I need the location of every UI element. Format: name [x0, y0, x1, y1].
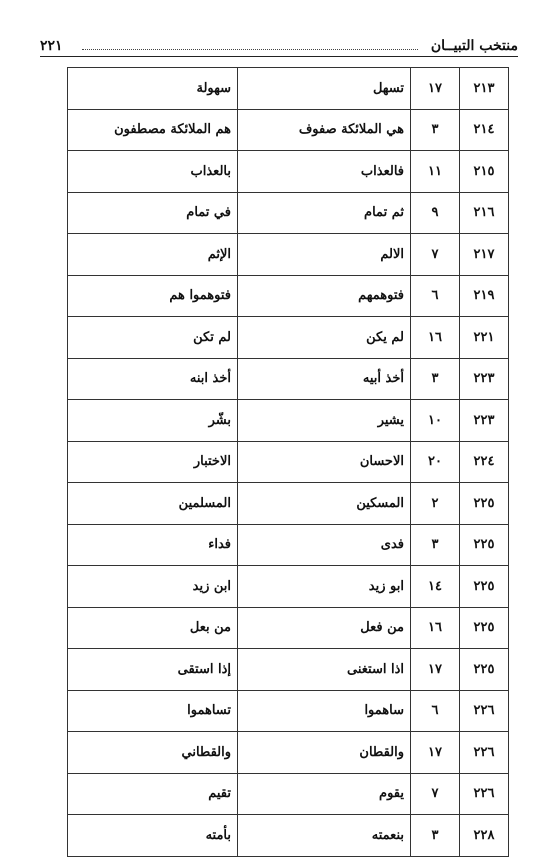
line-cell: ١٤ [411, 566, 460, 608]
correct-cell: هم الملائكة مصطفون [68, 109, 238, 151]
table-row [68, 441, 509, 483]
table-row [68, 400, 509, 442]
correct-cell: الإثم [68, 234, 238, 276]
wrong-cell: فدى [238, 524, 411, 566]
correct-cell: بالعذاب [68, 151, 238, 193]
table-row [68, 732, 509, 774]
header-leader-dots [82, 49, 418, 50]
table-row [68, 566, 509, 608]
line-cell: ٧ [411, 773, 460, 815]
correct-cell: فداء [68, 524, 238, 566]
page-cell: ٢١٦ [460, 192, 509, 234]
wrong-cell: لم يكن [238, 317, 411, 359]
correct-cell: أخذ ابنه [68, 358, 238, 400]
line-cell: ١١ [411, 151, 460, 193]
correct-cell: سهولة [68, 68, 238, 110]
wrong-cell: يقوم [238, 773, 411, 815]
correct-cell: تقيم [68, 773, 238, 815]
page-cell: ٢٢٦ [460, 732, 509, 774]
wrong-cell: ساهموا [238, 690, 411, 732]
correct-cell: من بعل [68, 607, 238, 649]
page-cell: ٢٢٥ [460, 566, 509, 608]
line-cell: ٩ [411, 192, 460, 234]
correct-cell: إذا استقى [68, 649, 238, 691]
table-row [68, 524, 509, 566]
line-cell: ٢ [411, 483, 460, 525]
line-cell: ٣ [411, 524, 460, 566]
correct-cell: والقطاني [68, 732, 238, 774]
table-row [68, 317, 509, 359]
page-cell: ٢٢٣ [460, 400, 509, 442]
page-cell: ٢١٩ [460, 275, 509, 317]
table-row [68, 690, 509, 732]
line-cell: ٣ [411, 109, 460, 151]
wrong-cell: فتوهمهم [238, 275, 411, 317]
line-cell: ١٦ [411, 607, 460, 649]
wrong-cell: المسكين [238, 483, 411, 525]
wrong-cell: بنعمته [238, 815, 411, 857]
wrong-cell: هي الملائكة صفوف [238, 109, 411, 151]
page-cell: ٢١٧ [460, 234, 509, 276]
page-cell: ٢٢٥ [460, 649, 509, 691]
line-cell: ٦ [411, 690, 460, 732]
page-cell: ٢٢٦ [460, 773, 509, 815]
table-row [68, 773, 509, 815]
table-row [68, 109, 509, 151]
correct-cell: بأمته [68, 815, 238, 857]
correct-cell: بشّر [68, 400, 238, 442]
correct-cell: فتوهموا هم [68, 275, 238, 317]
page-cell: ٢٢٦ [460, 690, 509, 732]
correct-cell: في تمام [68, 192, 238, 234]
line-cell: ١٧ [411, 649, 460, 691]
correct-cell: ابن زيد [68, 566, 238, 608]
page-cell: ٢٢٥ [460, 524, 509, 566]
table-row [68, 234, 509, 276]
errata-table [67, 67, 509, 857]
wrong-cell: الالم [238, 234, 411, 276]
line-cell: ١٠ [411, 400, 460, 442]
table-row [68, 649, 509, 691]
wrong-cell: من فعل [238, 607, 411, 649]
wrong-cell: والقطان [238, 732, 411, 774]
wrong-cell: أخذ أبيه [238, 358, 411, 400]
wrong-cell: اذا استغنى [238, 649, 411, 691]
correct-cell: تساهموا [68, 690, 238, 732]
table-row [68, 68, 509, 110]
page-cell: ٢٢٣ [460, 358, 509, 400]
page-cell: ٢١٣ [460, 68, 509, 110]
correct-cell: لم تكن [68, 317, 238, 359]
table-row [68, 192, 509, 234]
wrong-cell: ابو زيد [238, 566, 411, 608]
page-cell: ٢٢٤ [460, 441, 509, 483]
page-cell: ٢١٥ [460, 151, 509, 193]
table-row [68, 151, 509, 193]
errata-table-body [68, 68, 509, 857]
table-row [68, 358, 509, 400]
page-cell: ٢٢٨ [460, 815, 509, 857]
correct-cell: الاختبار [68, 441, 238, 483]
wrong-cell: ثم تمام [238, 192, 411, 234]
line-cell: ٣ [411, 358, 460, 400]
line-cell: ٧ [411, 234, 460, 276]
page-cell: ٢٢١ [460, 317, 509, 359]
correct-cell: المسلمين [68, 483, 238, 525]
page-cell: ٢٢٥ [460, 483, 509, 525]
line-cell: ١٧ [411, 732, 460, 774]
line-cell: ٢٠ [411, 441, 460, 483]
table-row [68, 275, 509, 317]
table-row [68, 607, 509, 649]
page-cell: ٢٢٥ [460, 607, 509, 649]
wrong-cell: تسهل [238, 68, 411, 110]
wrong-cell: يشير [238, 400, 411, 442]
line-cell: ٦ [411, 275, 460, 317]
page-number: ٢٢١ [40, 38, 63, 54]
page-cell: ٢١٤ [460, 109, 509, 151]
page-header [40, 36, 518, 57]
line-cell: ٣ [411, 815, 460, 857]
running-title: منتخب التبيــان [430, 38, 518, 54]
line-cell: ١٧ [411, 68, 460, 110]
line-cell: ١٦ [411, 317, 460, 359]
wrong-cell: فالعذاب [238, 151, 411, 193]
table-row [68, 483, 509, 525]
wrong-cell: الاحسان [238, 441, 411, 483]
